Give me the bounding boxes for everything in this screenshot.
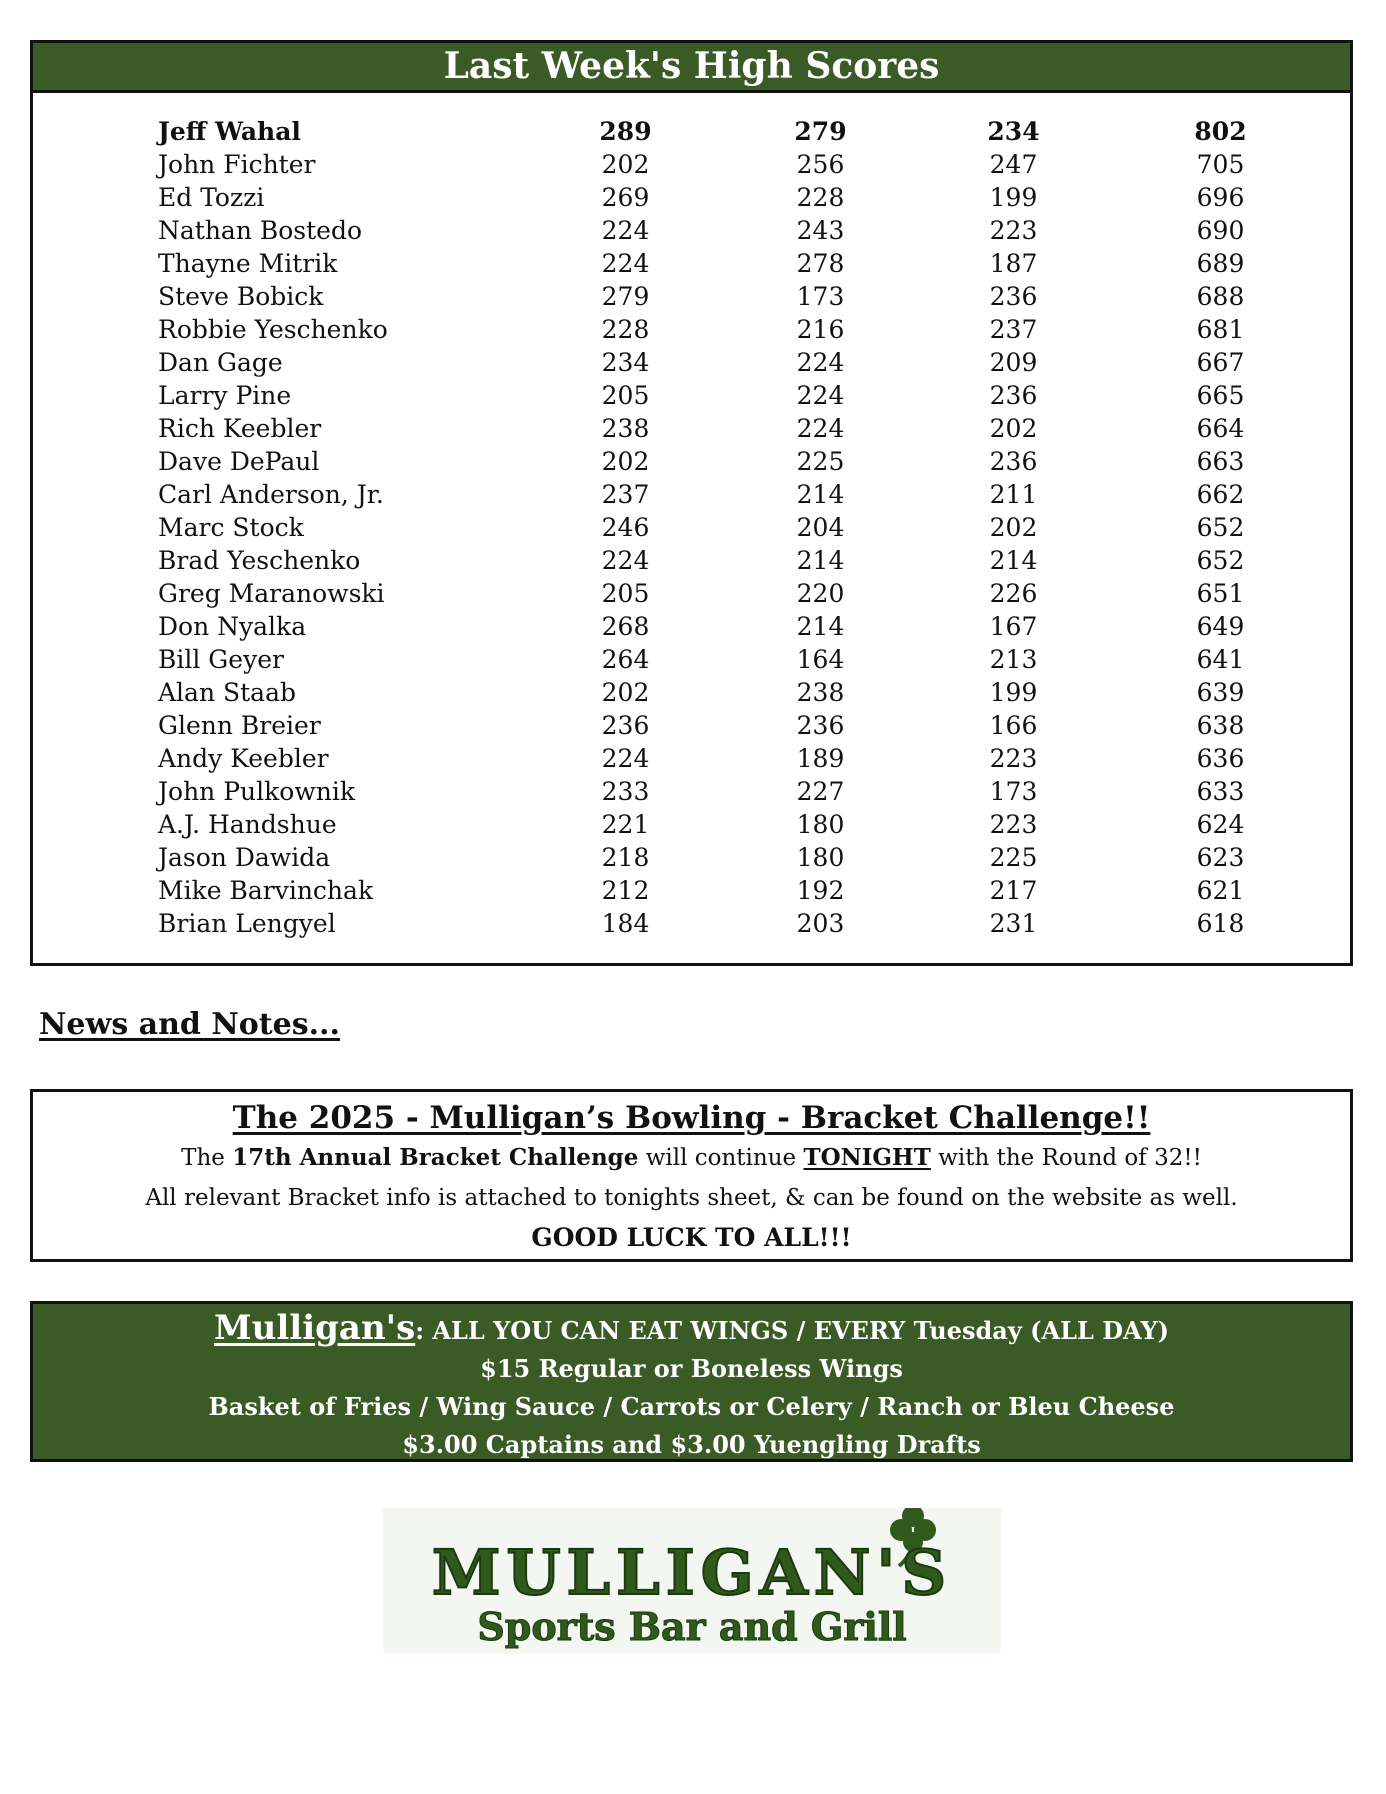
column-gap <box>1061 577 1173 610</box>
score-row <box>158 379 1268 412</box>
series-total: 664 <box>1196 414 1245 443</box>
column-gap <box>673 577 773 610</box>
series-total: 652 <box>1196 513 1245 542</box>
game-3-score: 199 <box>989 183 1038 212</box>
column-gap <box>868 544 966 577</box>
game-3-score: 247 <box>989 150 1038 179</box>
game-1-score: 238 <box>601 414 650 443</box>
high-scores-panel <box>30 40 1353 966</box>
column-gap <box>1061 808 1173 841</box>
game-2-score: 243 <box>796 216 845 245</box>
score-row <box>158 346 1268 379</box>
column-gap <box>868 577 966 610</box>
column-gap <box>673 841 773 874</box>
column-gap <box>868 445 966 478</box>
score-row <box>158 214 1268 247</box>
column-gap <box>1061 775 1173 808</box>
bowler-name: Robbie Yeschenko <box>158 315 388 344</box>
news-heading: News and Notes... <box>39 1007 340 1042</box>
bracket-line-1-bold: 17th Annual Bracket Challenge <box>232 1144 639 1171</box>
bracket-line-1 <box>33 1138 1350 1178</box>
bowler-name: A.J. Handshue <box>158 810 337 839</box>
column-gap <box>1061 346 1173 379</box>
column-gap <box>673 643 773 676</box>
game-3-score: 237 <box>989 315 1038 344</box>
series-total: 690 <box>1196 216 1245 245</box>
column-gap <box>673 676 773 709</box>
bracket-line-1-mid: will continue <box>638 1145 804 1171</box>
column-gap <box>1061 478 1173 511</box>
column-gap <box>673 247 773 280</box>
mulligans-logo <box>383 1508 1001 1654</box>
column-gap <box>673 214 773 247</box>
bowler-name: Glenn Breier <box>158 711 321 740</box>
game-3-score: 236 <box>989 447 1038 476</box>
column-gap <box>868 412 966 445</box>
game-3-score: 226 <box>989 579 1038 608</box>
game-1-score: 264 <box>601 645 650 674</box>
series-total: 663 <box>1196 447 1245 476</box>
game-2-score: 224 <box>796 381 845 410</box>
bowler-name: Dan Gage <box>158 348 283 377</box>
series-total: 618 <box>1196 909 1245 938</box>
column-gap <box>673 313 773 346</box>
column-gap <box>1061 511 1173 544</box>
column-gap <box>1061 544 1173 577</box>
game-3-score: 187 <box>989 249 1038 278</box>
game-1-score: 269 <box>601 183 650 212</box>
game-1-score: 224 <box>601 216 650 245</box>
bowler-name: Steve Bobick <box>158 282 324 311</box>
bowler-name: Rich Keebler <box>158 414 322 443</box>
column-gap <box>868 841 966 874</box>
game-3-score: 217 <box>989 876 1038 905</box>
column-gap <box>1061 412 1173 445</box>
game-3-score: 199 <box>989 678 1038 707</box>
logo-name: MULLIGAN'S <box>431 1536 953 1609</box>
column-gap <box>868 247 966 280</box>
column-gap <box>868 214 966 247</box>
column-gap <box>673 610 773 643</box>
game-2-score: 189 <box>796 744 845 773</box>
column-gap <box>673 412 773 445</box>
game-1-score: 233 <box>601 777 650 806</box>
bowler-name: Mike Barvinchak <box>158 876 374 905</box>
column-gap <box>868 511 966 544</box>
wings-line-1 <box>33 1306 1350 1350</box>
series-total: 651 <box>1196 579 1245 608</box>
score-row <box>158 247 1268 280</box>
score-row <box>158 280 1268 313</box>
column-gap <box>673 148 773 181</box>
bowler-name: Don Nyalka <box>158 612 307 641</box>
game-3-score: 223 <box>989 216 1038 245</box>
column-gap <box>1061 742 1173 775</box>
game-3-score: 209 <box>989 348 1038 377</box>
game-1-score: 289 <box>599 117 652 146</box>
score-row <box>158 709 1268 742</box>
column-gap <box>1061 181 1173 214</box>
score-row <box>158 445 1268 478</box>
bowler-name: Andy Keebler <box>158 744 329 773</box>
logo-tagline: Sports Bar and Grill <box>477 1604 907 1649</box>
bowler-name: Brian Lengyel <box>158 909 336 938</box>
column-gap <box>868 280 966 313</box>
high-scores-table <box>158 115 1268 940</box>
game-3-score: 213 <box>989 645 1038 674</box>
game-3-score: 236 <box>989 282 1038 311</box>
bracket-line-2: All relevant Bracket info is attached to tonights sheet, & can be found on the website as well. <box>145 1185 1238 1211</box>
game-2-score: 236 <box>796 711 845 740</box>
column-gap <box>673 709 773 742</box>
series-total: 638 <box>1196 711 1245 740</box>
column-gap <box>1061 148 1173 181</box>
column-gap <box>868 346 966 379</box>
game-3-score: 214 <box>989 546 1038 575</box>
column-gap <box>1061 841 1173 874</box>
column-gap <box>868 181 966 214</box>
column-gap <box>673 346 773 379</box>
bracket-title: The 2025 - Mulligan’s Bowling - Bracket Challenge!! <box>232 1100 1151 1136</box>
game-1-score: 218 <box>601 843 650 872</box>
column-gap <box>868 610 966 643</box>
column-gap <box>673 181 773 214</box>
game-2-score: 180 <box>796 810 845 839</box>
series-total: 802 <box>1194 117 1247 146</box>
game-2-score: 204 <box>796 513 845 542</box>
series-total: 639 <box>1196 678 1245 707</box>
game-2-score: 180 <box>796 843 845 872</box>
game-2-score: 279 <box>794 117 847 146</box>
game-3-score: 223 <box>989 810 1038 839</box>
score-row <box>158 577 1268 610</box>
game-2-score: 214 <box>796 480 845 509</box>
score-row <box>158 412 1268 445</box>
game-1-score: 184 <box>601 909 650 938</box>
score-row <box>158 676 1268 709</box>
wings-line-4: $3.00 Captains and $3.00 Yuengling Drafts <box>402 1430 981 1459</box>
score-row <box>158 907 1268 940</box>
score-row <box>158 874 1268 907</box>
mulligans-logo-graphic <box>383 1508 1001 1654</box>
game-3-score: 173 <box>989 777 1038 806</box>
game-3-score: 236 <box>989 381 1038 410</box>
column-gap <box>673 544 773 577</box>
game-2-score: 216 <box>796 315 845 344</box>
score-row <box>158 115 1268 148</box>
game-1-score: 237 <box>601 480 650 509</box>
column-gap <box>868 313 966 346</box>
wings-brand: Mulligan's <box>214 1308 416 1348</box>
series-total: 667 <box>1196 348 1245 377</box>
game-3-score: 166 <box>989 711 1038 740</box>
column-gap <box>1061 379 1173 412</box>
bowler-name: Jeff Wahal <box>158 117 301 146</box>
game-2-score: 203 <box>796 909 845 938</box>
game-1-score: 205 <box>601 381 650 410</box>
score-row <box>158 313 1268 346</box>
bowler-name: Bill Geyer <box>158 645 284 674</box>
score-row <box>158 511 1268 544</box>
bracket-challenge-panel <box>30 1089 1353 1262</box>
game-1-score: 228 <box>601 315 650 344</box>
column-gap <box>1061 445 1173 478</box>
series-total: 624 <box>1196 810 1245 839</box>
column-gap <box>1061 874 1173 907</box>
score-row <box>158 544 1268 577</box>
score-row <box>158 643 1268 676</box>
series-total: 688 <box>1196 282 1245 311</box>
game-1-score: 224 <box>601 744 650 773</box>
game-1-score: 202 <box>601 447 650 476</box>
game-2-score: 278 <box>796 249 845 278</box>
column-gap <box>868 808 966 841</box>
series-total: 633 <box>1196 777 1245 806</box>
game-2-score: 227 <box>796 777 845 806</box>
column-gap <box>1061 280 1173 313</box>
game-3-score: 202 <box>989 414 1038 443</box>
game-1-score: 224 <box>601 546 650 575</box>
game-1-score: 221 <box>601 810 650 839</box>
column-gap <box>868 643 966 676</box>
series-total: 652 <box>1196 546 1245 575</box>
score-row <box>158 775 1268 808</box>
game-3-score: 211 <box>989 480 1038 509</box>
column-gap <box>1061 907 1173 940</box>
game-2-score: 228 <box>796 183 845 212</box>
game-1-score: 202 <box>601 150 650 179</box>
series-total: 689 <box>1196 249 1245 278</box>
bracket-line-1-post: with the Round of 32!! <box>930 1145 1202 1171</box>
bowler-name: John Fichter <box>158 150 316 179</box>
series-total: 641 <box>1196 645 1245 674</box>
series-total: 621 <box>1196 876 1245 905</box>
series-total: 681 <box>1196 315 1245 344</box>
column-gap <box>1061 676 1173 709</box>
column-gap <box>673 379 773 412</box>
column-gap <box>868 907 966 940</box>
column-gap <box>673 511 773 544</box>
score-row <box>158 808 1268 841</box>
bowler-name: Ed Tozzi <box>158 183 265 212</box>
game-3-score: 231 <box>989 909 1038 938</box>
game-2-score: 224 <box>796 348 845 377</box>
game-1-score: 236 <box>601 711 650 740</box>
game-1-score: 279 <box>601 282 650 311</box>
column-gap <box>673 280 773 313</box>
column-gap <box>1061 115 1173 148</box>
column-gap <box>1061 247 1173 280</box>
series-total: 662 <box>1196 480 1245 509</box>
column-gap <box>673 808 773 841</box>
game-1-score: 205 <box>601 579 650 608</box>
wings-line-1-text: : ALL YOU CAN EAT WINGS / EVERY Tuesday (ALL DAY) <box>415 1316 1169 1345</box>
game-3-score: 223 <box>989 744 1038 773</box>
column-gap <box>868 115 966 148</box>
column-gap <box>673 445 773 478</box>
series-total: 665 <box>1196 381 1245 410</box>
column-gap <box>868 478 966 511</box>
bracket-line-1-pre: The <box>181 1145 233 1171</box>
score-row <box>158 610 1268 643</box>
column-gap <box>868 379 966 412</box>
column-gap <box>868 775 966 808</box>
bowler-name: Brad Yeschenko <box>158 546 361 575</box>
game-1-score: 234 <box>601 348 650 377</box>
high-scores-title: Last Week's High Scores <box>33 43 1350 93</box>
bracket-tonight: TONIGHT <box>803 1144 931 1171</box>
column-gap <box>868 874 966 907</box>
column-gap <box>868 709 966 742</box>
game-1-score: 268 <box>601 612 650 641</box>
column-gap <box>1061 709 1173 742</box>
wings-line-2: $15 Regular or Boneless Wings <box>480 1354 903 1383</box>
game-3-score: 234 <box>987 117 1040 146</box>
game-1-score: 212 <box>601 876 650 905</box>
column-gap <box>868 676 966 709</box>
game-2-score: 225 <box>796 447 845 476</box>
wings-line-3: Basket of Fries / Wing Sauce / Carrots or Celery / Ranch or Bleu Cheese <box>208 1392 1175 1421</box>
column-gap <box>673 742 773 775</box>
column-gap <box>673 874 773 907</box>
bowler-name: Marc Stock <box>158 513 304 542</box>
score-row <box>158 841 1268 874</box>
series-total: 636 <box>1196 744 1245 773</box>
column-gap <box>868 148 966 181</box>
game-2-score: 256 <box>796 150 845 179</box>
bowler-name: Alan Staab <box>158 678 296 707</box>
game-3-score: 202 <box>989 513 1038 542</box>
bowler-name: Larry Pine <box>158 381 292 410</box>
game-3-score: 225 <box>989 843 1038 872</box>
series-total: 623 <box>1196 843 1245 872</box>
game-2-score: 220 <box>796 579 845 608</box>
game-2-score: 224 <box>796 414 845 443</box>
score-row <box>158 742 1268 775</box>
game-2-score: 238 <box>796 678 845 707</box>
game-1-score: 202 <box>601 678 650 707</box>
wings-special-panel <box>30 1301 1353 1462</box>
bowler-name: Dave DePaul <box>158 447 320 476</box>
score-row <box>158 181 1268 214</box>
score-row <box>158 148 1268 181</box>
column-gap <box>1061 643 1173 676</box>
bowler-name: Thayne Mitrik <box>158 249 338 278</box>
game-2-score: 173 <box>796 282 845 311</box>
series-total: 696 <box>1196 183 1245 212</box>
bracket-good-luck: GOOD LUCK TO ALL!!! <box>531 1223 852 1252</box>
bowler-name: John Pulkownik <box>158 777 355 806</box>
game-1-score: 246 <box>601 513 650 542</box>
column-gap <box>1061 214 1173 247</box>
game-2-score: 164 <box>796 645 845 674</box>
column-gap <box>673 478 773 511</box>
column-gap <box>1061 313 1173 346</box>
game-2-score: 214 <box>796 612 845 641</box>
bowler-name: Nathan Bostedo <box>158 216 363 245</box>
series-total: 705 <box>1196 150 1245 179</box>
column-gap <box>673 115 773 148</box>
bowler-name: Jason Dawida <box>158 843 331 872</box>
game-3-score: 167 <box>989 612 1038 641</box>
column-gap <box>673 775 773 808</box>
game-2-score: 214 <box>796 546 845 575</box>
bowler-name: Greg Maranowski <box>158 579 385 608</box>
game-1-score: 224 <box>601 249 650 278</box>
column-gap <box>868 742 966 775</box>
score-row <box>158 478 1268 511</box>
column-gap <box>1061 610 1173 643</box>
column-gap <box>673 907 773 940</box>
game-2-score: 192 <box>796 876 845 905</box>
bowler-name: Carl Anderson, Jr. <box>158 480 384 509</box>
series-total: 649 <box>1196 612 1245 641</box>
